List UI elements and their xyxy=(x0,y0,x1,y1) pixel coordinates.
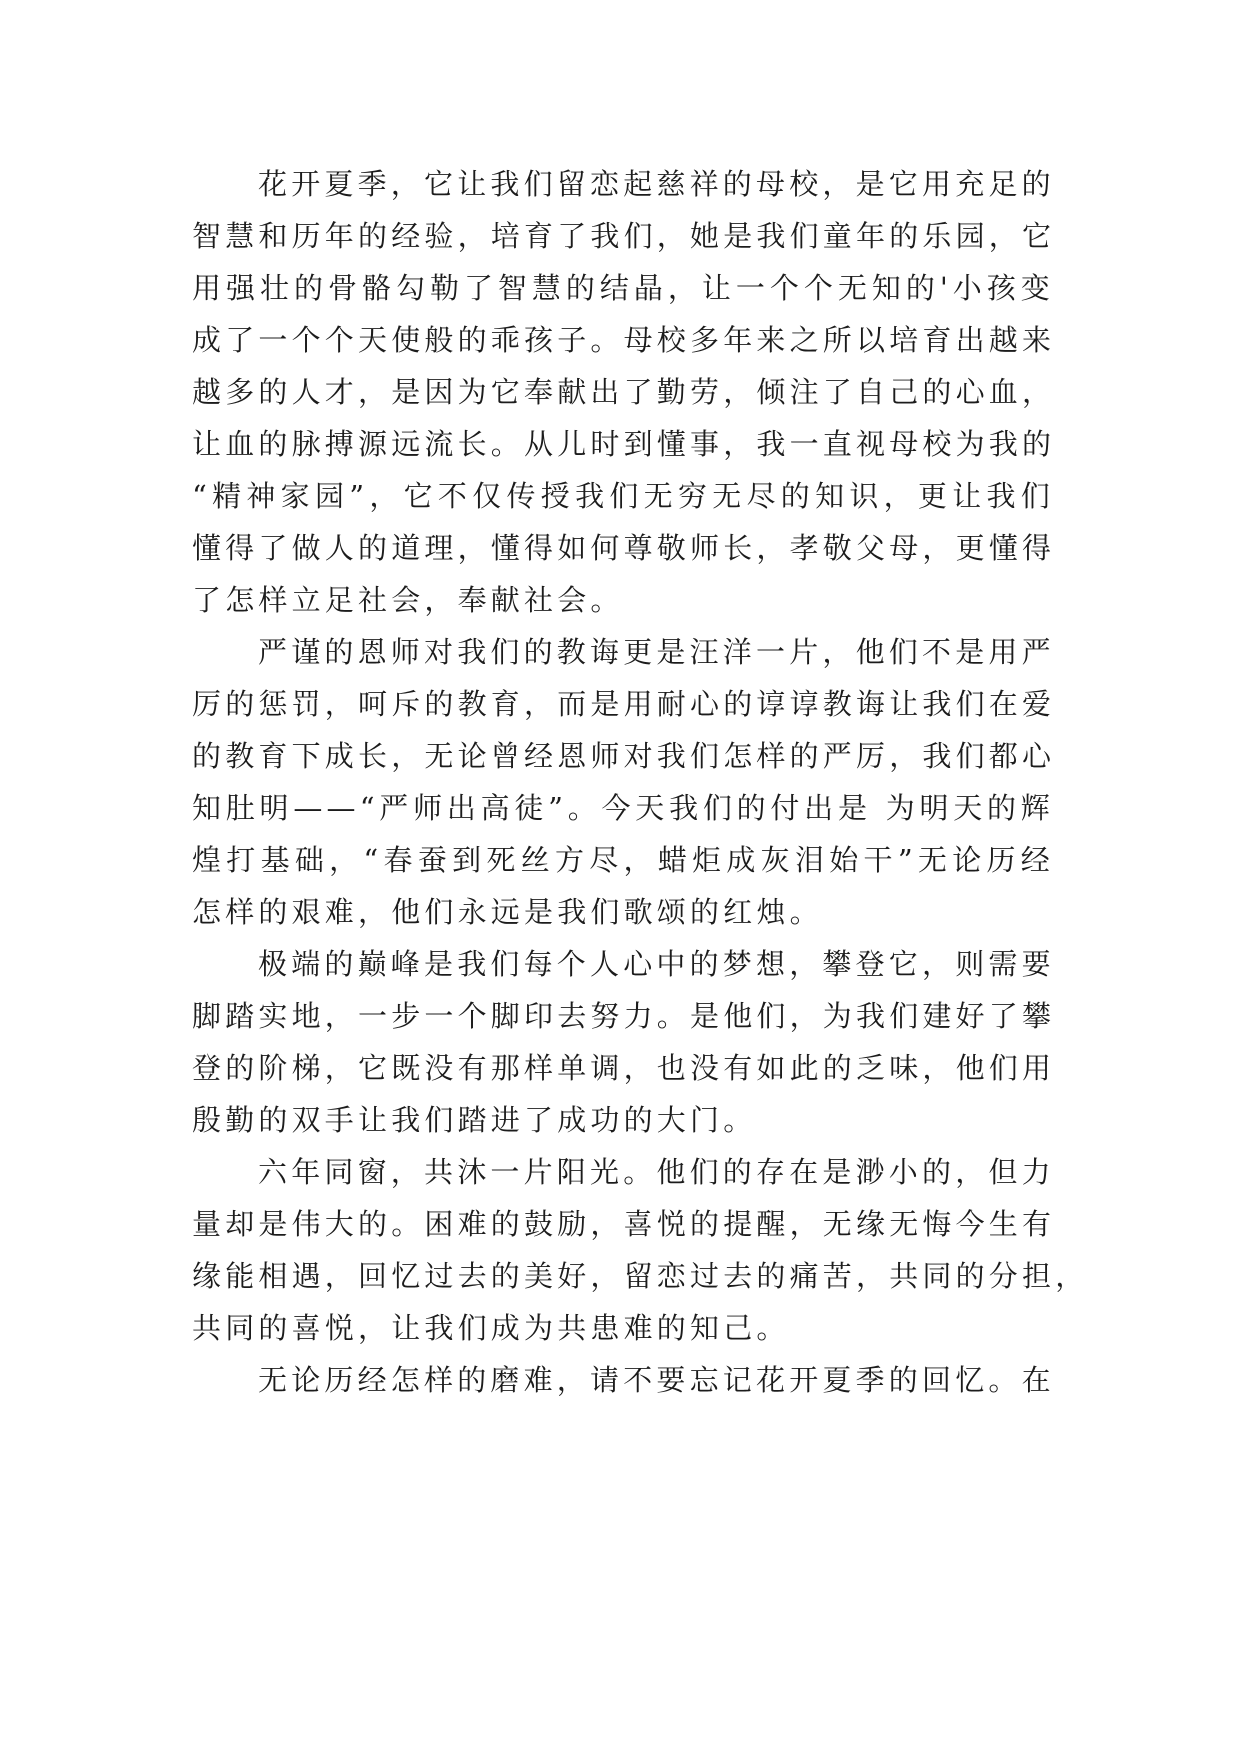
paragraph-3-line-2: 脚踏实地，一步一个脚印去努力。是他们，为我们建好了攀 xyxy=(192,999,1056,1033)
paragraph-1-line-2: 智慧和历年的经验，培育了我们，她是我们童年的乐园，它 xyxy=(192,219,1056,253)
paragraph-3-line-3: 登的阶梯，它既没有那样单调，也没有如此的乏味，他们用 xyxy=(192,1051,1056,1085)
paragraph-4-line-4: 共同的喜悦，让我们成为共患难的知己。 xyxy=(192,1311,790,1345)
paragraph-4-line-3: 缘能相遇，回忆过去的美好，留恋过去的痛苦，共同的分担， xyxy=(192,1259,1089,1293)
paragraph-2-line-6: 怎样的艰难，他们永远是我们歌颂的红烛。 xyxy=(192,895,823,929)
paragraph-2-line-1: 严谨的恩师对我们的教诲更是汪洋一片，他们不是用严 xyxy=(258,635,1055,669)
paragraph-1-line-7: “精神家园”，它不仅传授我们无穷无尽的知识，更让我们 xyxy=(192,479,1054,513)
paragraph-1-line-5: 越多的人才，是因为它奉献出了勤劳，倾注了自己的心血， xyxy=(192,375,1056,409)
paragraph-4-line-1: 六年同窗，共沐一片阳光。他们的存在是渺小的，但力 xyxy=(258,1155,1055,1189)
document-body xyxy=(192,158,1089,1406)
paragraph-5-line-1: 无论历经怎样的磨难，请不要忘记花开夏季的回忆。在 xyxy=(258,1363,1055,1397)
paragraph-3-line-4: 殷勤的双手让我们踏进了成功的大门。 xyxy=(192,1103,757,1137)
paragraph-1-line-9: 了怎样立足社会，奉献社会。 xyxy=(192,583,624,617)
paragraph-4-line-2: 量却是伟大的。困难的鼓励，喜悦的提醒，无缘无悔今生有 xyxy=(192,1207,1056,1241)
paragraph-1-line-3: 用强壮的骨骼勾勒了智慧的结晶，让一个个无知的'小孩变 xyxy=(192,271,1054,305)
paragraph-1-line-8: 懂得了做人的道理，懂得如何尊敬师长，孝敬父母，更懂得 xyxy=(192,531,1056,565)
paragraph-2-line-4: 知肚明——“严师出高徒”。今天我们的付出是 为明天的辉 xyxy=(192,791,1054,825)
paragraph-2-line-5: 煌打基础，“春蚕到死丝方尽，蜡炬成灰泪始干”无论历经 xyxy=(192,843,1054,877)
paragraph-2-line-2: 厉的惩罚，呵斥的教育，而是用耐心的谆谆教诲让我们在爱 xyxy=(192,687,1056,721)
paragraph-1-line-6: 让血的脉搏源远流长。从儿时到懂事，我一直视母校为我的 xyxy=(192,427,1056,461)
paragraph-1-line-1: 花开夏季，它让我们留恋起慈祥的母校，是它用充足的 xyxy=(258,167,1055,201)
paragraph-3-line-1: 极端的巅峰是我们每个人心中的梦想，攀登它，则需要 xyxy=(258,947,1055,981)
paragraph-1-line-4: 成了一个个天使般的乖孩子。母校多年来之所以培育出越来 xyxy=(192,323,1056,357)
paragraph-2-line-3: 的教育下成长，无论曾经恩师对我们怎样的严厉，我们都心 xyxy=(192,739,1056,773)
